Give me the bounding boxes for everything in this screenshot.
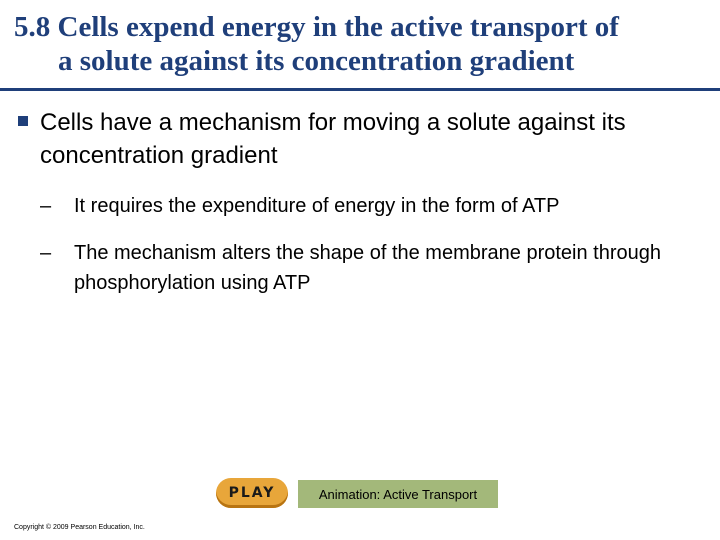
dash-bullet-icon: – [40,242,52,264]
animation-link-label: Animation: Active Transport [318,486,478,502]
slide-title [14,10,714,78]
sub-bullet-item [40,238,700,298]
bullet-item [18,106,678,172]
slide-title-line-2: a solute against its concentration gradient [58,45,575,77]
sub-bullet-item [40,191,700,221]
animation-link-button[interactable] [298,480,498,508]
bullet-text: Cells have a mechanism for moving a solute against its concentration gradient [40,109,626,169]
title-divider [0,88,720,91]
sub-bullet-text: It requires the expenditure of energy in the form of ATP [74,195,560,217]
play-button-label: PLAY [228,485,276,501]
slide-title-line-1: 5.8 Cells expend energy in the active transport of [14,11,619,43]
dash-bullet-icon: – [40,195,52,217]
play-button[interactable] [216,478,288,508]
square-bullet-icon [18,116,28,126]
copyright-notice: Copyright © 2009 Pearson Education, Inc. [14,524,145,531]
sub-bullet-text: The mechanism alters the shape of the membrane protein through phosphorylation using ATP [74,242,661,294]
